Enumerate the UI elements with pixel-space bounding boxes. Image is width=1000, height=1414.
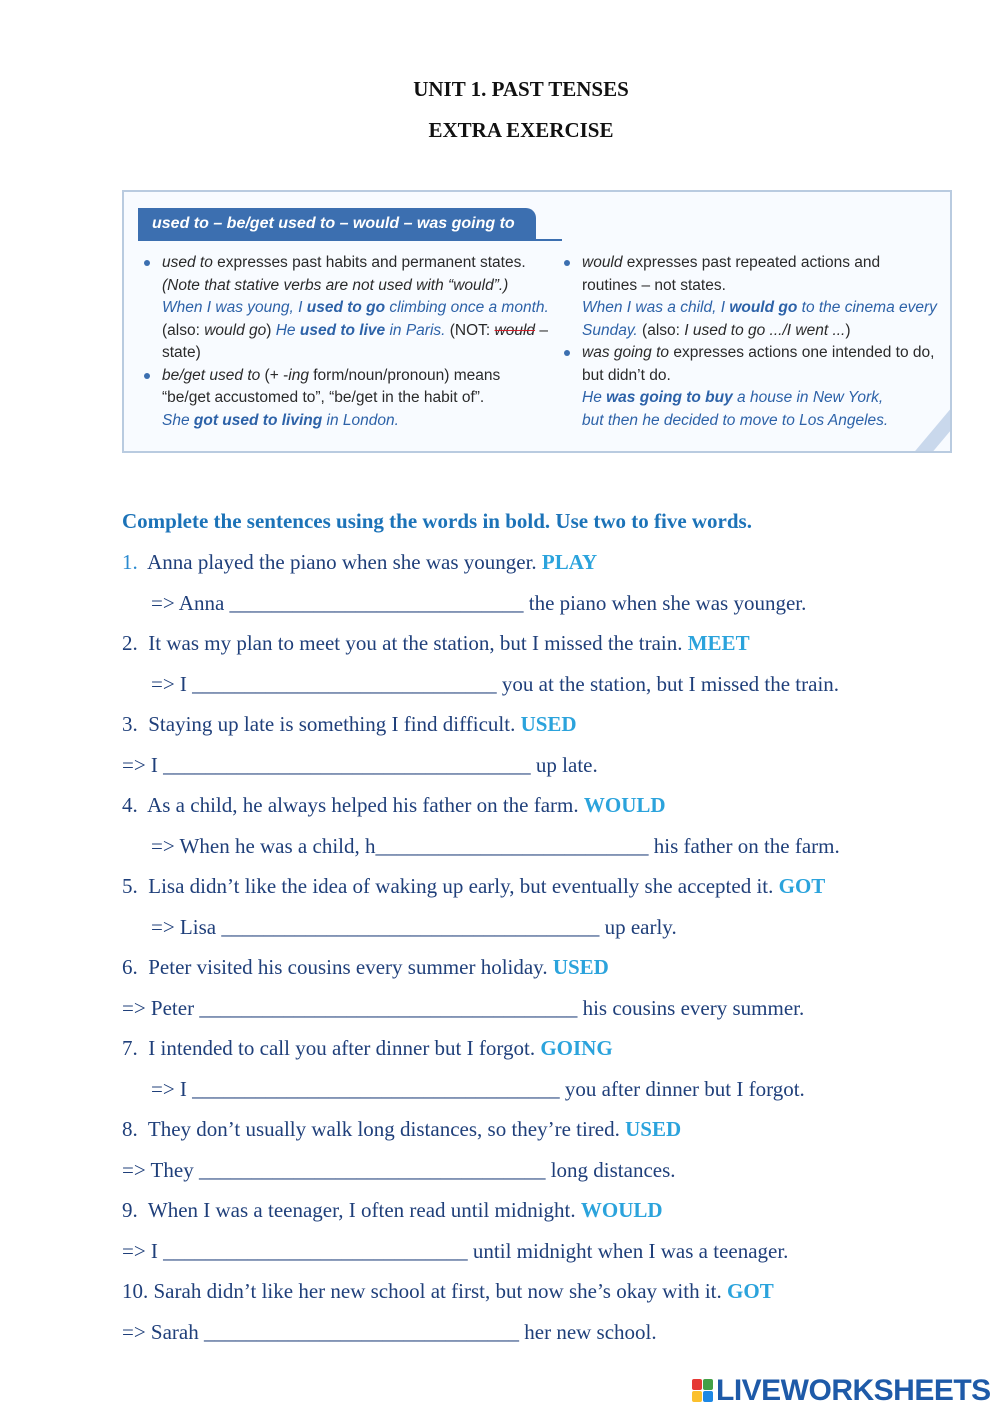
- question-5: [122, 874, 825, 899]
- question-number: 8.: [122, 1117, 138, 1141]
- example-bold: got used to living: [193, 411, 323, 429]
- answer-line-1[interactable]: => Anna ____________________________ the piano when she was younger.: [151, 591, 807, 615]
- grammar-right-column: [560, 252, 937, 432]
- grammar-box-heading: used to – be/get used to – would – was going to: [138, 208, 536, 240]
- example-text: but then he decided to move to Los Angeles.: [582, 411, 889, 429]
- keyword: WOULD: [580, 1198, 663, 1222]
- answer-line-9[interactable]: => I _____________________________ until midnight when I was a teenager.: [122, 1239, 789, 1263]
- question-number: 6.: [122, 955, 138, 979]
- answer-line-7[interactable]: => I ___________________________________ you after dinner but I forgot.: [151, 1077, 805, 1101]
- question-6: [122, 955, 609, 980]
- logo-text: LIVEWORKSHEETS: [716, 1374, 991, 1407]
- question-7: [122, 1036, 613, 1061]
- question-prompt: Staying up late is something I find difficult.: [148, 712, 516, 736]
- keyword: GOING: [540, 1036, 613, 1060]
- note-italic: would go: [204, 321, 267, 339]
- question-prompt: Anna played the piano when she was younger.: [147, 550, 537, 574]
- bullet-icon: [144, 260, 150, 266]
- term-would: would: [582, 254, 623, 271]
- grammar-item-used-to: [140, 252, 549, 365]
- keyword: GOT: [727, 1279, 774, 1303]
- question-prompt: When I was a teenager, I often read until midnight.: [147, 1198, 576, 1222]
- question-prompt: They don’t usually walk long distances, so they’re tired.: [147, 1117, 620, 1141]
- example-text: to the cinema every: [797, 299, 937, 316]
- term-was-going-to: was going to: [582, 344, 670, 361]
- note-italic: I used to go .../I went ...: [684, 321, 846, 339]
- rule-text: (+ -: [260, 366, 289, 384]
- example-text: He: [582, 389, 607, 406]
- question-number: 9.: [122, 1198, 138, 1222]
- page-title: UNIT 1. PAST TENSES: [413, 77, 629, 101]
- rule-text: expresses past habits and permanent states.: [212, 254, 526, 271]
- question-4: [122, 793, 666, 818]
- question-prompt: I intended to call you after dinner but I forgot.: [148, 1036, 536, 1060]
- bullet-icon: [564, 350, 570, 356]
- example-text: When I was young, I: [162, 299, 307, 316]
- keyword: WOULD: [583, 793, 666, 817]
- example-text: climbing once a month.: [385, 299, 549, 316]
- rule-text: expresses past repeated actions and: [622, 254, 881, 271]
- answer-line-10[interactable]: => Sarah ______________________________ her new school.: [122, 1320, 657, 1344]
- keyword: PLAY: [541, 550, 598, 574]
- rule-text: “be/get accustomed to”, “be/get in the habit of”.: [162, 389, 485, 406]
- question-prompt: Lisa didn’t like the idea of waking up early, but eventually she accepted it.: [148, 874, 774, 898]
- heading-underline: [138, 239, 562, 241]
- question-10: [122, 1279, 774, 1304]
- note-text: state): [162, 344, 201, 361]
- exercise-instruction: Complete the sentences using the words in bold. Use two to five words.: [122, 509, 752, 533]
- grammar-left-column: [140, 252, 549, 432]
- term-be-get-used-to: be/get used to: [162, 366, 261, 384]
- example-bold: was going to buy: [606, 389, 733, 406]
- question-number: 3.: [122, 712, 138, 736]
- question-number: 5.: [122, 874, 138, 898]
- question-prompt: As a child, he always helped his father on the farm.: [147, 793, 579, 817]
- question-number: 2.: [122, 631, 138, 655]
- grammar-item-would: [560, 252, 937, 342]
- grammar-reference-box: [122, 190, 952, 453]
- question-prompt: Sarah didn’t like her new school at first, but now she’s okay with it.: [153, 1279, 722, 1303]
- keyword: USED: [625, 1117, 682, 1141]
- keyword: USED: [520, 712, 577, 736]
- example-bold: used to live: [299, 321, 386, 339]
- page-subtitle: EXTRA EXERCISE: [428, 118, 614, 142]
- rule-text: routines – not states.: [582, 276, 726, 294]
- answer-line-5[interactable]: => Lisa ____________________________________ up early.: [151, 915, 677, 939]
- question-number: 1.: [122, 550, 138, 574]
- question-1: [122, 550, 597, 575]
- note-text: (also:: [162, 321, 205, 339]
- note-text: –: [535, 321, 548, 339]
- example-text: When I was a child, I: [582, 299, 730, 316]
- question-number: 10.: [122, 1279, 149, 1303]
- example-bold: would go: [729, 299, 798, 316]
- keyword: MEET: [687, 631, 750, 655]
- grammar-item-was-going-to: [560, 342, 935, 432]
- example-text: in London.: [322, 411, 399, 429]
- answer-line-3[interactable]: => I ___________________________________ up late.: [122, 753, 598, 777]
- example-text: in Paris.: [385, 321, 446, 339]
- question-number: 7.: [122, 1036, 138, 1060]
- liveworksheets-logo[interactable]: [692, 1374, 991, 1408]
- note-text: ): [845, 321, 851, 339]
- question-number: 4.: [122, 793, 138, 817]
- liveworksheets-icon: [692, 1379, 714, 1403]
- question-2: [122, 631, 750, 656]
- rule-italic: ing: [288, 366, 309, 384]
- example-text: Sunday.: [582, 321, 638, 339]
- note-text: (NOT:: [445, 321, 495, 339]
- keyword: USED: [552, 955, 609, 979]
- answer-line-8[interactable]: => They _________________________________ long distances.: [122, 1158, 676, 1182]
- struck-word: would: [494, 321, 536, 339]
- answer-line-6[interactable]: => Peter ____________________________________ his cousins every summer.: [122, 996, 805, 1020]
- question-8: [122, 1117, 681, 1142]
- bullet-icon: [564, 260, 570, 266]
- rule-text: form/noun/pronoun) means: [308, 366, 501, 384]
- example-text: a house in New York,: [732, 389, 884, 406]
- example-bold: used to go: [306, 299, 386, 316]
- rule-text: but didn’t do.: [582, 366, 671, 384]
- answer-line-4[interactable]: => When he was a child, h__________________________ his father on the farm.: [151, 834, 840, 858]
- note-text: (Note that stative verbs are not used with “would”.): [162, 276, 509, 294]
- question-3: [122, 712, 577, 737]
- example-text: He: [275, 321, 300, 339]
- question-prompt: It was my plan to meet you at the station, but I missed the train.: [148, 631, 683, 655]
- grammar-item-be-get-used-to: [140, 365, 540, 433]
- example-text: She: [162, 411, 194, 429]
- term-used-to: used to: [162, 254, 213, 271]
- note-text: ): [266, 321, 276, 339]
- rule-text: expresses actions one intended to do,: [669, 344, 935, 361]
- question-9: [122, 1198, 663, 1223]
- question-prompt: Peter visited his cousins every summer holiday.: [148, 955, 548, 979]
- keyword: GOT: [778, 874, 826, 898]
- bullet-icon: [144, 373, 150, 379]
- answer-line-2[interactable]: => I _____________________________ you at the station, but I missed the train.: [151, 672, 840, 696]
- note-text: (also:: [637, 321, 685, 339]
